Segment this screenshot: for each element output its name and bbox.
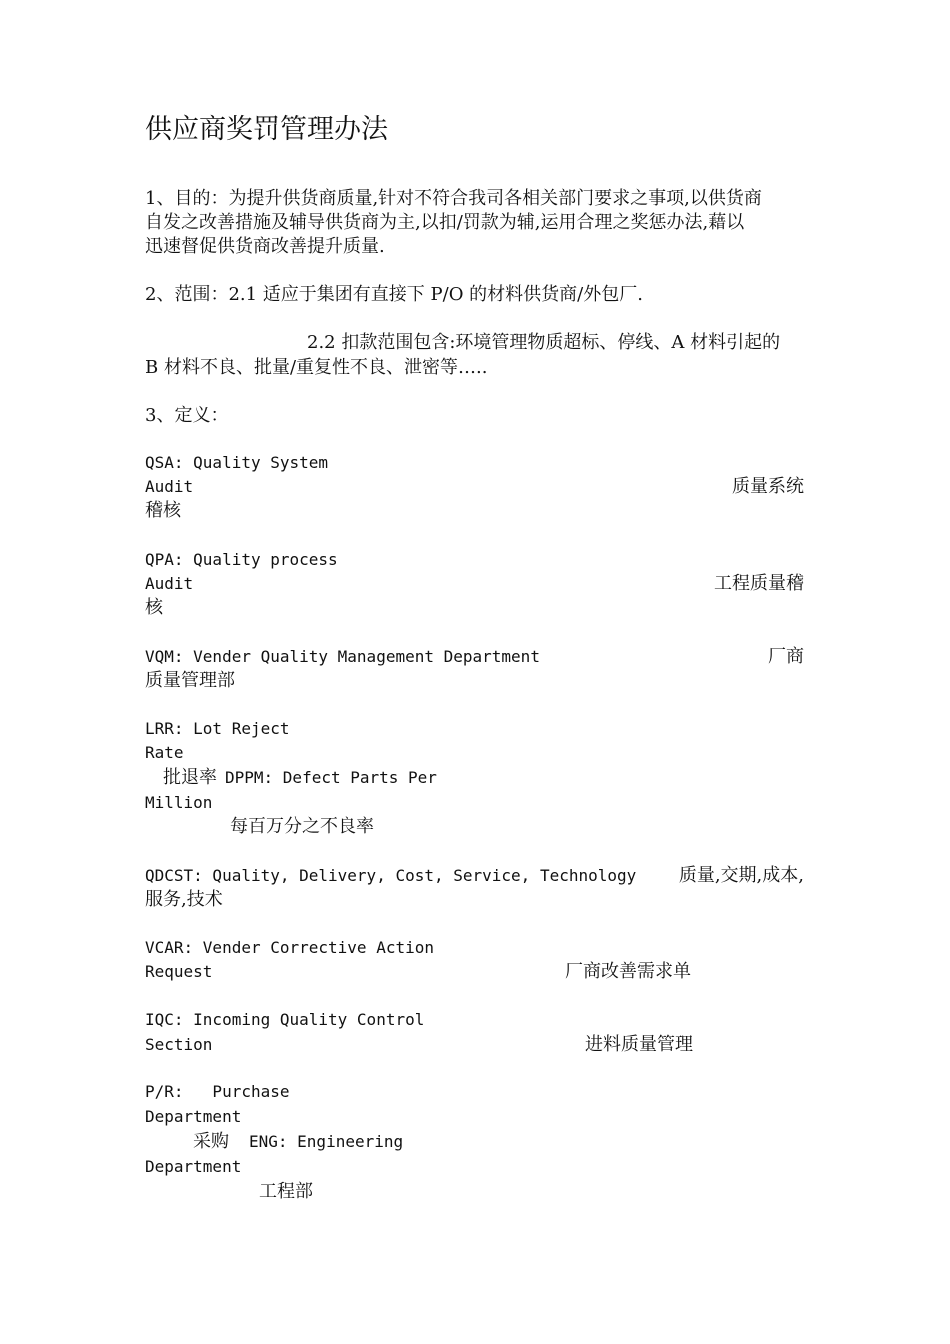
vcar-term: VCAR: Vender Corrective Action (145, 938, 434, 957)
iqc-term-cont: Section (145, 1035, 213, 1054)
qsa-term-cont: Audit (145, 477, 194, 496)
pr-term-cont: Department (145, 1107, 242, 1126)
qsa-meaning: 质量系统 (732, 476, 804, 497)
qpa-term-cont: Audit (145, 574, 194, 593)
dppm-term-cont: Million (145, 793, 213, 812)
lrr-term-cont: Rate (145, 743, 184, 762)
vqm-term: VQM: Vender Quality Management Department (145, 647, 540, 666)
scope-line-1: 2、范围：2.1 适应于集团有直接下 P/O 的材料供货商/外包厂. (145, 284, 643, 305)
scope-line-3: B 材料不良、批量/重复性不良、泄密等….. (145, 357, 488, 378)
dppm-meaning: 每百万分之不良率 (230, 816, 374, 837)
pr-term: P/R: Purchase (145, 1082, 290, 1101)
purpose-line-2: 自发之改善措施及辅导供货商为主,以扣/罚款为辅,运用合理之奖惩办法,藉以 (145, 212, 745, 233)
iqc-term: IQC: Incoming Quality Control (145, 1010, 425, 1029)
lrr-meaning: 批退率 (163, 767, 217, 788)
eng-term: ENG: Engineering (249, 1132, 404, 1151)
dppm-term: DPPM: Defect Parts Per (225, 768, 437, 787)
qsa-term: QSA: Quality System (145, 453, 329, 472)
vqm-meaning-cont: 质量管理部 (145, 670, 235, 691)
qpa-meaning: 工程质量稽 (714, 573, 804, 594)
definitions-heading: 3、定义： (145, 405, 229, 426)
pr-meaning: 采购 (193, 1131, 229, 1152)
qsa-meaning-cont: 稽核 (145, 500, 181, 521)
iqc-meaning: 进料质量管理 (585, 1034, 693, 1055)
purpose-line-3: 迅速督促供货商改善提升质量. (145, 236, 385, 257)
qdcst-meaning: 质量,交期,成本, (678, 865, 804, 886)
qdcst-meaning-cont: 服务,技术 (145, 889, 223, 910)
qpa-term: QPA: Quality process (145, 550, 338, 569)
document-title: 供应商奖罚管理办法 (145, 114, 388, 145)
eng-meaning: 工程部 (259, 1181, 313, 1202)
lrr-term: LRR: Lot Reject (145, 719, 290, 738)
scope-line-2: 2.2 扣款范围包含:环境管理物质超标、停线、A 材料引起的 (307, 332, 781, 353)
vcar-meaning: 厂商改善需求单 (565, 961, 691, 982)
qdcst-term: QDCST: Quality, Delivery, Cost, Service, Technology (145, 866, 637, 885)
purpose-line-1: 1、目的：为提升供货商质量,针对不符合我司各相关部门要求之事项,以供货商 (145, 188, 762, 209)
qpa-meaning-cont: 核 (145, 597, 163, 618)
vqm-meaning: 厂商 (768, 646, 804, 667)
vcar-term-cont: Request (145, 962, 213, 981)
eng-term-cont: Department (145, 1157, 242, 1176)
